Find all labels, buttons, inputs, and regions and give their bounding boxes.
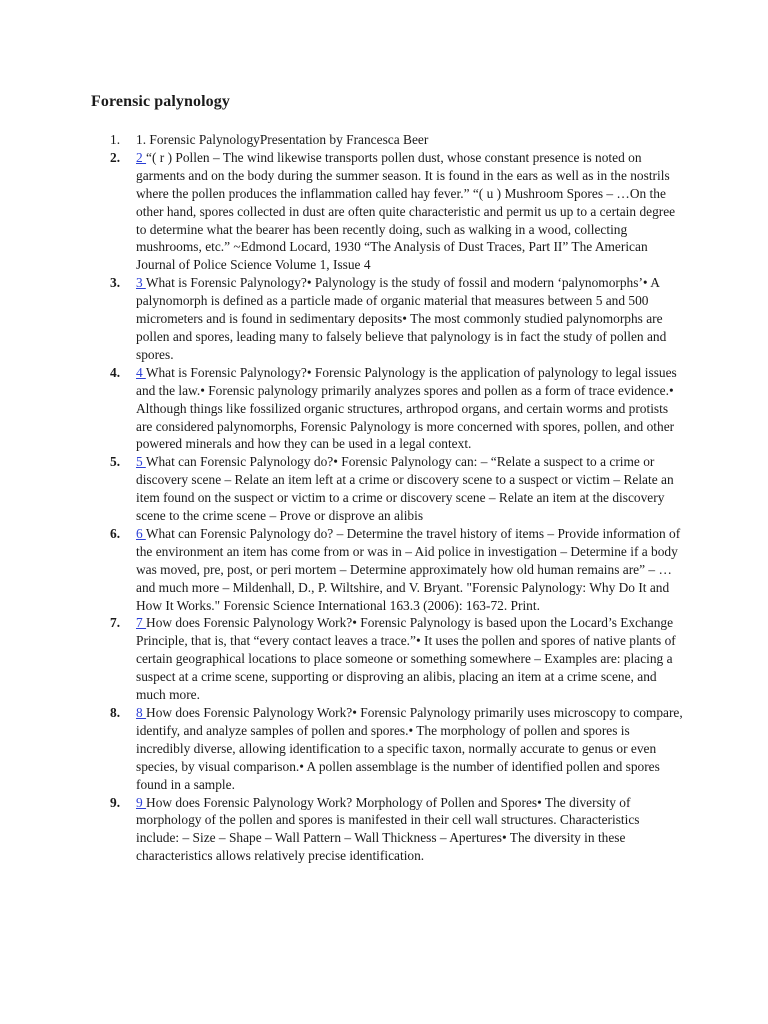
item-text: What is Forensic Palynology?• Palynology is the study of fossil and modern ‘palynomorphs’• A palynomorph is defined as a particle made of organic material that measures between 5 and 500 micrometers and is found in sedimentary deposits• The most commonly studied palynomorphs are pollen and spores, leading many to falsely believe that palynology is in fact the study of pollen and spores. <box>136 275 667 362</box>
item-number: 1. <box>110 132 121 147</box>
list-item <box>110 131 685 149</box>
list-item <box>110 794 685 866</box>
slide-link[interactable]: 8 <box>136 705 147 720</box>
item-text: “( r ) Pollen – The wind likewise transports pollen dust, whose constant presence is noted on garments and on the body during the summer season. It is found in the ears as well as in the nostrils where the pollen produces the inflammation called hay fever.” “( u ) Mushroom Spores – …On the other hand, spores collected in dust are often quite characteristic and permit us up to a certain degree to determine what the bearer has been recently doing, such as walking in a wood, collecting mushrooms, etc.” ~Edmond Locard, 1930 “The Analysis of Dust Traces, Part II” The American Journal of Police Science Volume 1, Issue 4 <box>136 149 676 273</box>
slide-link[interactable]: 7 <box>136 615 147 631</box>
slide-list <box>110 131 685 865</box>
list-item <box>110 274 685 364</box>
list-item <box>110 525 685 615</box>
page-title: Forensic palynology <box>91 93 230 110</box>
item-text: What is Forensic Palynology?• Forensic Palynology is the application of palynology to legal issues and the law.• Forensic palynology primarily analyzes spores and pollen as a form of trace evidence.• Although things like fossilized organic structures, arthropod organs, and certain worms and protists are considered palynomorphs, Forensic Palynology is more concerned with spores, pollen, and other powered minerals and how they can be used in a legal context. <box>136 364 677 452</box>
item-number: 3. <box>110 275 121 291</box>
item-number: 9. <box>110 794 121 810</box>
slide-link[interactable]: 3 <box>136 275 146 291</box>
item-number: 2. <box>110 149 121 165</box>
slide-link[interactable]: 2 <box>136 149 147 165</box>
item-text: What can Forensic Palynology do? – Determine the travel history of items – Provide information of the environment an item has come from or was in – Aid police in investigation – Determine if a body was moved, pre, post, or peri mortem – Determine approximately how old human remains are” – …and much more – Mildenhall, D., P. Wiltshire, and V. Bryant. "Forensic Palynology: Why Do It and How It Works." Forensic Science International 163.3 (2006): 163-72. Print. <box>136 525 681 613</box>
item-number: 8. <box>110 705 121 720</box>
item-text: How does Forensic Palynology Work?• Forensic Palynology primarily uses microscopy to compare, identify, and analyze samples of pollen and spores.• The morphology of pollen and spores is incredibly diverse, allowing identification to a specific taxon, normally accurate to genus or even species, by visual comparison.• A pollen assemblage is the number of identified pollen and spores found in a sample. <box>136 705 683 792</box>
item-text: What can Forensic Palynology do?• Forensic Palynology can: – “Relate a suspect to a crime or discovery scene – Relate an item left at a crime or discovery scene to a suspect or victim – Relate an item found on the suspect or victim to a crime or discovery scene – Relate an item at the discovery scene to the crime scene – Prove or disprove an alibis <box>136 454 674 524</box>
list-item <box>110 453 685 525</box>
list-item <box>110 704 685 794</box>
list-item <box>110 364 685 454</box>
item-text: How does Forensic Palynology Work? Morphology of Pollen and Spores• The diversity of morphology of the pollen and spores is manifested in their cell wall structures. Characteristics include: – Size – Shape – Wall Pattern – Wall Thickness – Apertures• The diversity in these characteristics allows relatively precise identification. <box>136 794 640 864</box>
item-number: 7. <box>110 615 121 631</box>
slide-link[interactable]: 5 <box>136 454 146 470</box>
list-item <box>110 614 685 704</box>
item-number: 4. <box>110 364 121 380</box>
slide-link[interactable]: 4 <box>136 364 146 380</box>
item-number: 5. <box>110 454 121 470</box>
list-item <box>110 149 685 274</box>
slide-link[interactable]: 9 <box>136 794 147 810</box>
item-text: How does Forensic Palynology Work?• Forensic Palynology is based upon the Locard’s Exchange Principle, that is, that “every contact leaves a trace.”• It uses the pollen and spores of native plants of certain geographical locations to place someone or something somewhere – Examples are: placing a suspect at a crime scene, supporting or disproving an alibis, placing an item at a crime scene, and much more. <box>136 615 676 703</box>
slide-link[interactable]: 6 <box>136 525 146 541</box>
item-text: 1. Forensic PalynologyPresentation by Francesca Beer <box>136 132 429 147</box>
item-number: 6. <box>110 525 121 541</box>
